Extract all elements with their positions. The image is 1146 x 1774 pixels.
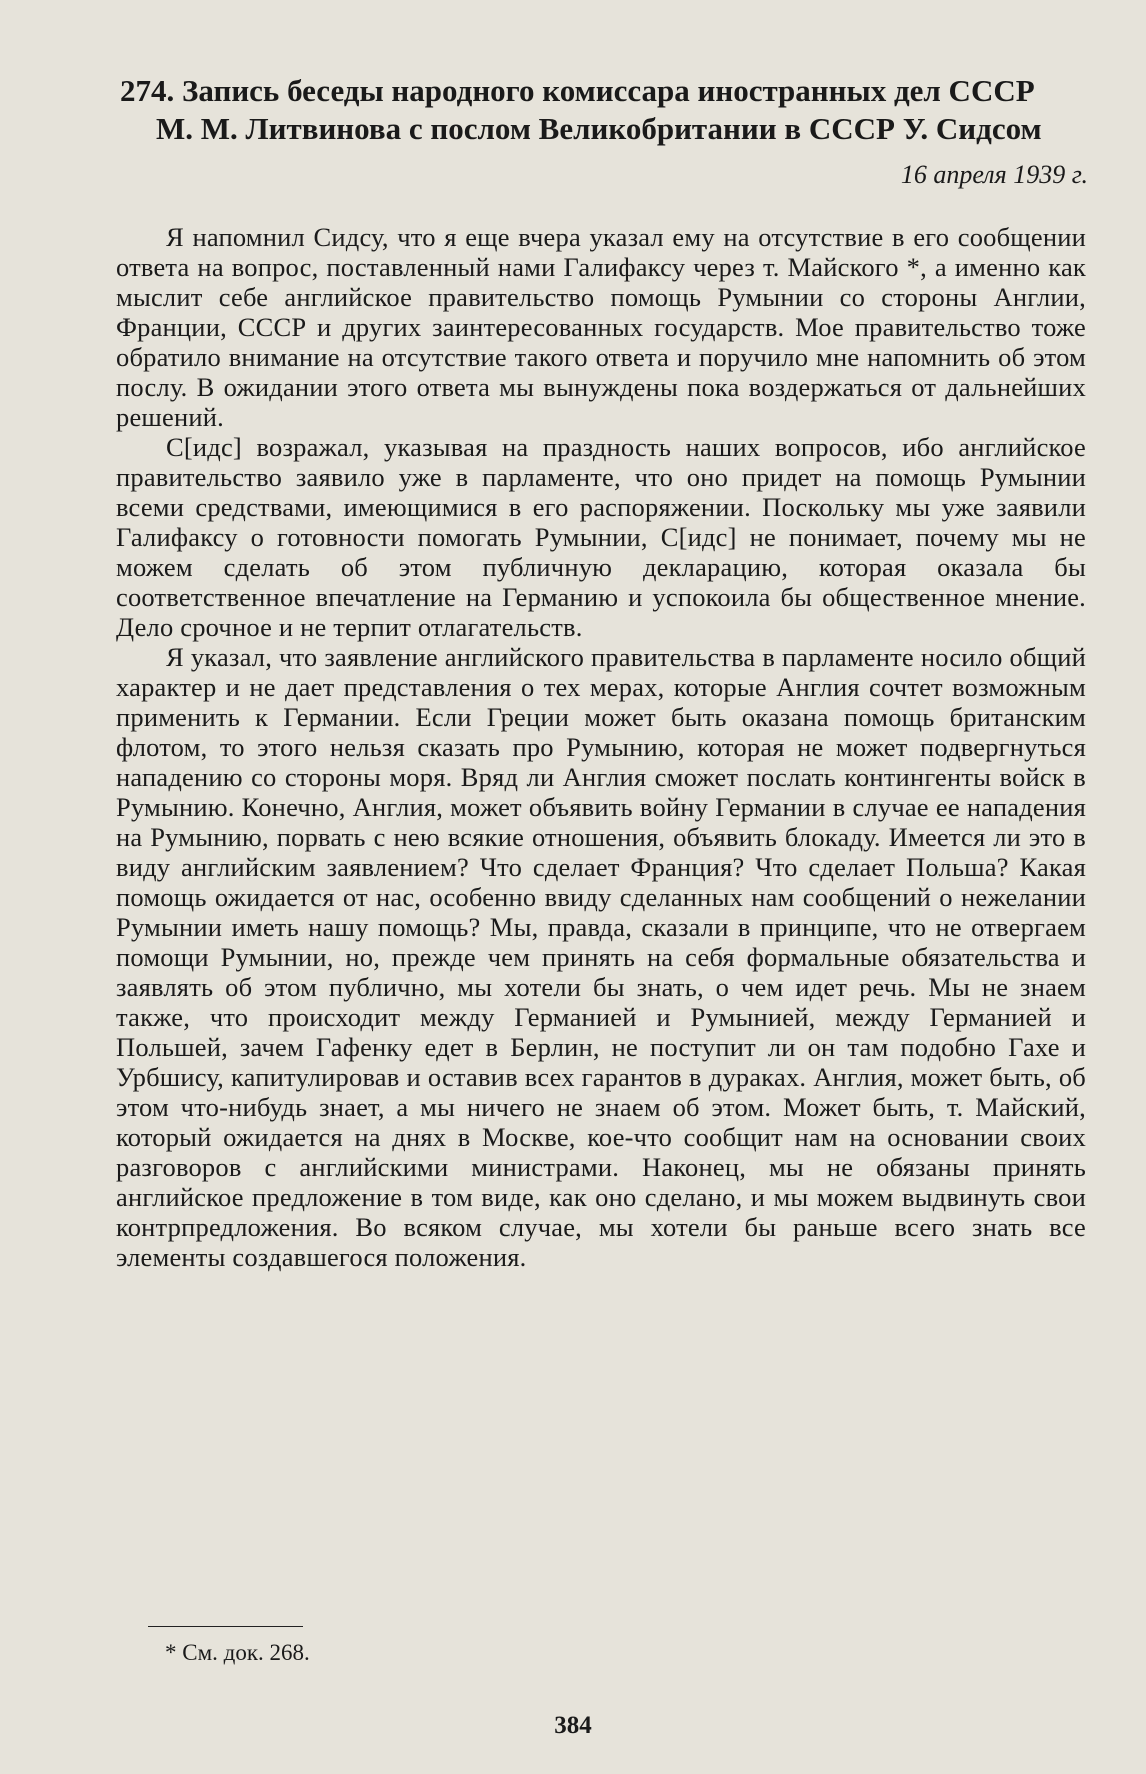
paragraph: С[идс] возражал, указывая на праздность наших вопросов, ибо английское правительство заявило уже в парламенте, что оно придет на помощь Румынии всеми средствами, имеющимися в его распоряжении. Поскольку мы уже заявили Галифаксу о готовности помогать Румынии, С[идс] не понимает, почему мы не можем сделать об этом публичную декларацию, которая оказала бы соответственное впечатление на Германию и успокоила бы общественное мнение. Дело срочное и не терпит отлагательств.: [116, 432, 1086, 642]
paragraph: Я указал, что заявление английского правительства в парламенте носило общий характер и не дает представления о тех мерах, которые Англия сочтет возможным применить к Германии. Если Греции может быть оказана помощь британским флотом, то этого нельзя сказать про Румынию, которая не может подвергнуться нападению со стороны моря. Вряд ли Англия сможет послать контингенты войск в Румынию. Конечно, Англия, может объявить войну Германии в случае ее нападения на Румынию, порвать с нею всякие отношения, объявить блокаду. Имеется ли это в виду английским заявлением? Что сделает Франция? Что сделает Польша? Какая помощь ожидается от нас, особенно ввиду сделанных нам сообщений о нежелании Румынии иметь нашу помощь? Мы, правда, сказали в принципе, что не отвергаем помощи Румынии, но, прежде чем принять на себя формальные обязательства и заявлять об этом публично, мы хотели бы знать, о чем идет речь. Мы не знаем также, что происходит между Германией и Румынией, между Германией и Польшей, зачем Гафенку едет в Берлин, не поступит ли он там подобно Гахе и Урбшису, капитулировав и оставив всех гарантов в дураках. Англия, может быть, об этом что-нибудь знает, а мы ничего не знаем об этом. Может быть, т. Майский, который ожидается на днях в Москве, кое-что сообщит нам на основании своих разговоров с английскими министрами. Наконец, мы не обязаны принять английское предложение в том виде, как оно сделано, и мы можем выдвинуть свои контрпредложения. Во всяком случае, мы хотели бы раньше всего знать все элементы создавшегося положения.: [116, 642, 1086, 1272]
title-line-1: 274. Запись беседы народного комиссара иностранных дел СССР: [120, 73, 1035, 108]
document-date: 16 апреля 1939 г.: [900, 160, 1088, 189]
footnote: * См. док. 268.: [165, 1640, 310, 1665]
title-line-2: М. М. Литвинова с послом Великобритании в СССР У. Сидсом: [156, 111, 1042, 146]
paragraph: Я напомнил Сидсу, что я еще вчера указал ему на отсутствие в его сообщении ответа на вопрос, поставленный нами Галифаксу через т. Майского *, а именно как мыслит себе английское правительство помощь Румынии со стороны Англии, Франции, СССР и других заинтересованных государств. Мое правительство тоже обратило внимание на отсутствие такого ответа и поручило мне напомнить об этом послу. В ожидании этого ответа мы вынуждены пока воздержаться от дальнейших решений.: [116, 222, 1086, 432]
document-title: [120, 72, 1080, 148]
footnote-divider: [148, 1626, 303, 1627]
page-number: 384: [554, 1712, 592, 1739]
document-body: [116, 222, 1086, 1272]
